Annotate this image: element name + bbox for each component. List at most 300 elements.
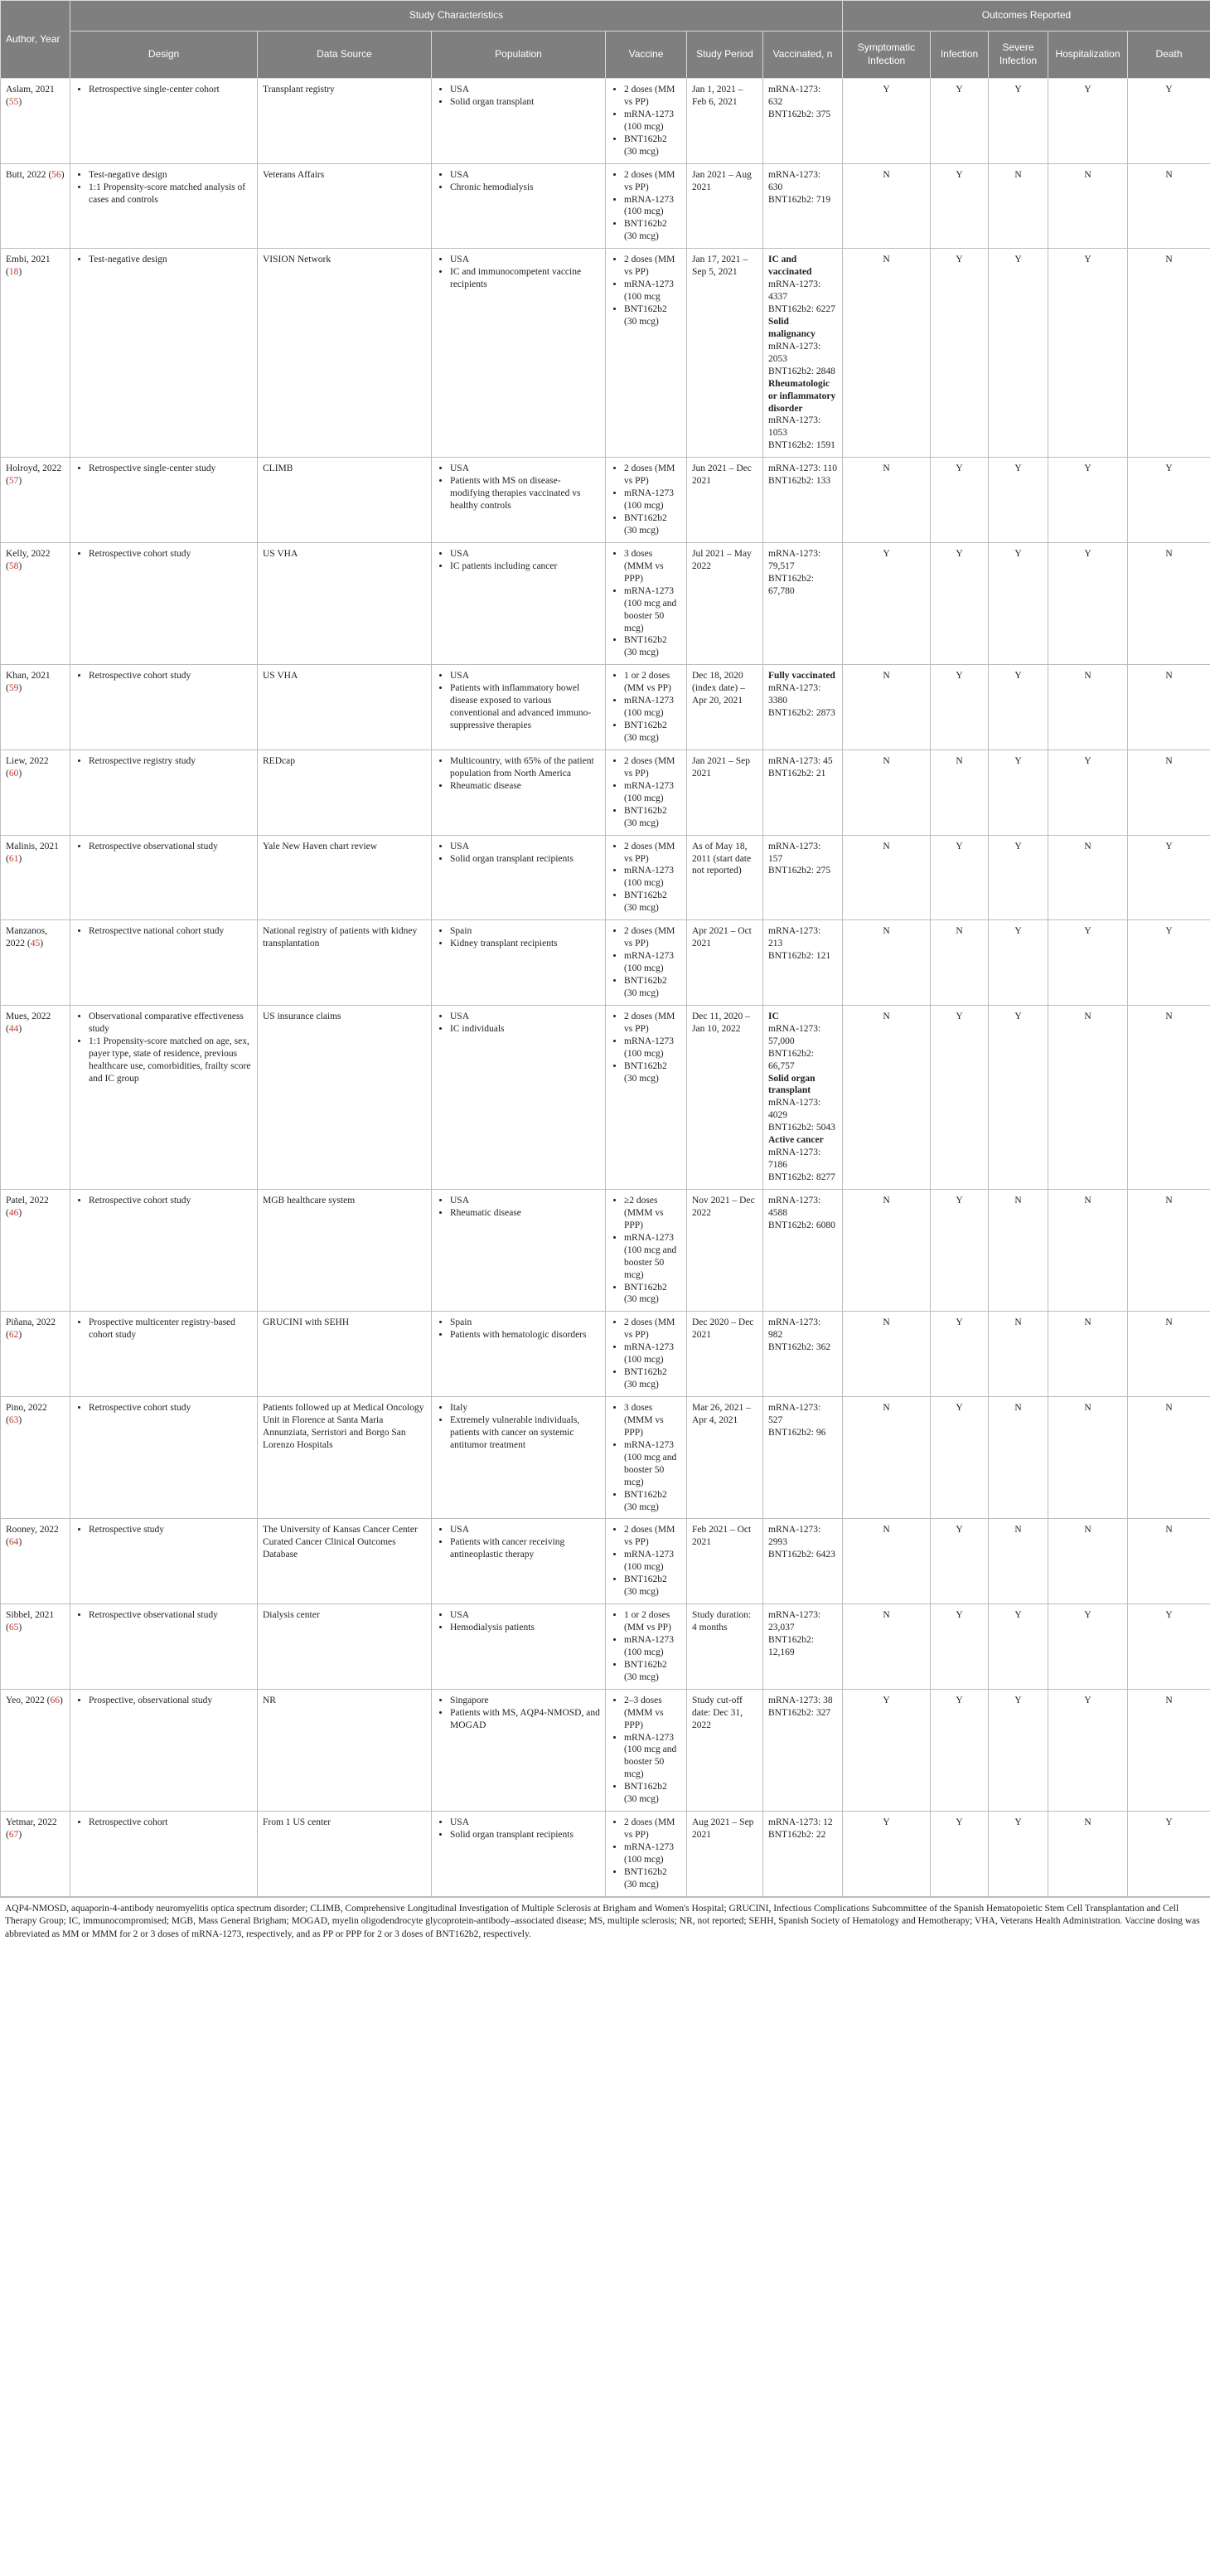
author-year-cell: Sibbel, 2021 (65) — [1, 1604, 70, 1690]
vaccine-cell — [606, 542, 687, 664]
population-item: • IC patients including cancer — [450, 560, 600, 573]
author-name: Pino, 2022 — [6, 1403, 47, 1413]
design-item-list — [75, 548, 252, 560]
vaccine-cell — [606, 1689, 687, 1811]
outcome-symptomatic-infection-cell: N — [843, 249, 931, 458]
population-item: • USA — [450, 548, 600, 560]
reference-link[interactable]: 59 — [8, 683, 19, 694]
outcome-hospitalization-cell: Y — [1048, 542, 1128, 664]
vaccine-item: • BNT162b2 (30 mcg) — [624, 1366, 681, 1391]
design-item-list — [75, 84, 252, 96]
design-cell — [70, 1397, 258, 1519]
outcome-infection-cell: Y — [931, 1189, 989, 1311]
vaccinated-count: BNT162b2: 375 — [768, 109, 831, 119]
outcome-infection-cell: Y — [931, 79, 989, 164]
outcome-severe-infection-cell: Y — [989, 542, 1048, 664]
outcome-severe-infection-cell: Y — [989, 1812, 1048, 1897]
vaccinated-n-cell — [763, 163, 843, 249]
outcome-death-cell: N — [1128, 1312, 1210, 1397]
vaccine-item: • mRNA-1273 (100 mcg) — [624, 780, 681, 805]
design-item-list — [75, 1817, 252, 1829]
design-item-list — [75, 841, 252, 853]
vaccinated-group-label: Solid organ transplant — [768, 1073, 816, 1096]
population-item: • Singapore — [450, 1695, 600, 1707]
vaccine-item-list — [611, 1011, 681, 1085]
outcome-hospitalization-cell: Y — [1048, 1604, 1128, 1690]
population-cell — [432, 542, 606, 664]
population-item-list — [437, 1011, 600, 1036]
vaccinated-count: BNT162b2: 362 — [768, 1342, 831, 1353]
population-item: • Spain — [450, 925, 600, 938]
vaccine-item-list — [611, 841, 681, 915]
vaccinated-count: mRNA-1273: 3380 — [768, 683, 821, 706]
vaccine-item-list — [611, 1695, 681, 1806]
vaccine-item: • 2 doses (MM vs PP) — [624, 1317, 681, 1341]
design-item-list — [75, 1317, 252, 1341]
population-item: • IC individuals — [450, 1023, 600, 1036]
outcome-hospitalization-cell: N — [1048, 1189, 1128, 1311]
design-item: • Prospective, observational study — [89, 1695, 252, 1707]
population-item: • Solid organ transplant recipients — [450, 1829, 600, 1841]
study-period-cell: Mar 26, 2021 – Apr 4, 2021 — [687, 1397, 763, 1519]
reference-link[interactable]: 63 — [8, 1414, 19, 1425]
vaccine-item: • 2 doses (MM vs PP) — [624, 463, 681, 488]
vaccinated-count: BNT162b2: 275 — [768, 866, 831, 876]
vaccine-item: • 3 doses (MMM vs PPP) — [624, 548, 681, 585]
vaccine-item-list — [611, 1317, 681, 1391]
design-item: • Test-negative design — [89, 169, 252, 182]
population-item: • Italy — [450, 1402, 600, 1414]
outcome-symptomatic-infection-cell: Y — [843, 79, 931, 164]
vaccinated-count: mRNA-1273: 4337 — [768, 279, 821, 303]
study-characteristics-header: Study Characteristics — [70, 1, 843, 32]
vaccine-item: • 2 doses (MM vs PP) — [624, 925, 681, 950]
outcome-severe-infection-cell: N — [989, 1312, 1048, 1397]
population-item: • Multicountry, with 65% of the patient population from North America — [450, 755, 600, 780]
reference-link[interactable]: 55 — [8, 96, 19, 107]
author-year-cell: Yetmar, 2022 (67) — [1, 1812, 70, 1897]
data-source-cell: The University of Kansas Cancer Center Curated Cancer Clinical Outcomes Database — [258, 1519, 432, 1604]
vaccinated-n-cell — [763, 835, 843, 920]
outcome-death-cell: Y — [1128, 79, 1210, 164]
outcome-infection-cell: Y — [931, 1312, 989, 1397]
vaccine-item: • BNT162b2 (30 mcg) — [624, 720, 681, 745]
design-item: • Prospective multicenter registry-based cohort study — [89, 1317, 252, 1341]
outcome-hospitalization-cell: Y — [1048, 750, 1128, 835]
design-item: • 1:1 Propensity-score matched analysis of cases and controls — [89, 182, 252, 206]
population-item: • Solid organ transplant — [450, 96, 600, 109]
population-cell — [432, 665, 606, 750]
study-period-cell: Apr 2021 – Oct 2021 — [687, 920, 763, 1006]
population-item-list — [437, 925, 600, 950]
outcome-symptomatic-infection-cell: N — [843, 458, 931, 543]
design-item-list — [75, 1195, 252, 1207]
population-item: • Rheumatic disease — [450, 1207, 600, 1220]
population-cell — [432, 79, 606, 164]
outcome-infection-cell: Y — [931, 249, 989, 458]
reference-link[interactable]: 64 — [8, 1537, 19, 1548]
data-source-cell: Patients followed up at Medical Oncology Unit in Florence at Santa Maria Annunziata, Serristori and Borgo San Lorenzo Hospitals — [258, 1397, 432, 1519]
column-header-study-period: Study Period — [687, 32, 763, 79]
vaccine-item: • BNT162b2 (30 mcg) — [624, 1866, 681, 1891]
population-cell — [432, 920, 606, 1006]
population-item: • IC and immunocompetent vaccine recipients — [450, 266, 600, 291]
data-source-cell: US insurance claims — [258, 1005, 432, 1189]
reference-link[interactable]: 58 — [8, 560, 19, 571]
vaccinated-count: mRNA-1273: 79,517 — [768, 548, 821, 571]
vaccinated-group-label: Solid malignancy — [768, 316, 816, 339]
vaccine-item: • BNT162b2 (30 mcg) — [624, 1574, 681, 1598]
outcome-severe-infection-cell: N — [989, 1189, 1048, 1311]
design-item-list — [75, 1695, 252, 1707]
vaccinated-group-label: IC and vaccinated — [768, 255, 812, 278]
outcome-severe-infection-cell: Y — [989, 79, 1048, 164]
vaccine-item: • mRNA-1273 (100 mcg — [624, 279, 681, 303]
vaccinated-count: mRNA-1273: 1053 — [768, 415, 821, 439]
outcome-infection-cell: N — [931, 750, 989, 835]
data-source-cell: From 1 US center — [258, 1812, 432, 1897]
design-item-list — [75, 925, 252, 938]
data-source-cell: NR — [258, 1689, 432, 1811]
reference-link[interactable]: 46 — [8, 1207, 19, 1218]
vaccinated-count: mRNA-1273: 213 — [768, 926, 821, 949]
vaccinated-n-cell — [763, 1689, 843, 1811]
vaccinated-n-cell — [763, 79, 843, 164]
study-period-cell: Jul 2021 – May 2022 — [687, 542, 763, 664]
reference-link[interactable]: 67 — [8, 1830, 19, 1841]
vaccine-item: • mRNA-1273 (100 mcg) — [624, 865, 681, 890]
outcome-symptomatic-infection-cell: N — [843, 1005, 931, 1189]
table-row — [1, 665, 1210, 750]
abbreviations-note: AQP4-NMOSD, aquaporin-4-antibody neuromyelitis optica spectrum disorder; CLIMB, Comprehensive Longitudinal Investigation of Multiple Sclerosis at Brigham and Women's Hospital; GRUCINI, Infectious Complications Subcommittee of the Spanish Hematopoietic Stem Cell Transplantation and Cell Therapy Group; IC, immunocompromised; MGB, Mass General Brigham; MOGAD, myelin oligodendrocyte glycoprotein-antibody–associated disease; MS, multiple sclerosis; NR, not reported; SEHH, Spanish Society of Hematology and Hemotherapy; VHA, Veterans Health Administration. — [5, 1903, 1179, 1927]
table-row — [1, 458, 1210, 543]
vaccine-cell — [606, 79, 687, 164]
vaccinated-count: mRNA-1273: 110 — [768, 463, 837, 474]
vaccine-item: • mRNA-1273 (100 mcg and booster 50 mcg) — [624, 585, 681, 635]
study-period-cell: As of May 18, 2011 (start date not reported) — [687, 835, 763, 920]
population-item-list — [437, 254, 600, 291]
author-name: Sibbel, 2021 — [6, 1610, 55, 1621]
author-name: Kelly, 2022 — [6, 548, 51, 559]
table-row — [1, 920, 1210, 1006]
design-item-list — [75, 1011, 252, 1085]
outcome-death-cell: Y — [1128, 835, 1210, 920]
outcome-death-cell: N — [1128, 750, 1210, 835]
data-source-cell: Dialysis center — [258, 1604, 432, 1690]
outcome-infection-cell: Y — [931, 542, 989, 664]
vaccinated-count: BNT162b2: 5043 — [768, 1123, 835, 1133]
design-item-list — [75, 254, 252, 266]
outcome-infection-cell: Y — [931, 1812, 989, 1897]
reference-link[interactable]: 62 — [8, 1330, 19, 1341]
design-item: • Retrospective cohort study — [89, 1195, 252, 1207]
vaccinated-count: mRNA-1273: 4588 — [768, 1195, 821, 1218]
design-cell — [70, 1005, 258, 1189]
outcome-hospitalization-cell: N — [1048, 1005, 1128, 1189]
author-year-cell: Kelly, 2022 (58) — [1, 542, 70, 664]
outcome-symptomatic-infection-cell: N — [843, 1397, 931, 1519]
vaccine-cell — [606, 1812, 687, 1897]
vaccinated-n-cell — [763, 249, 843, 458]
outcome-infection-cell: Y — [931, 1604, 989, 1690]
vaccinated-n-cell — [763, 920, 843, 1006]
vaccine-item: • BNT162b2 (30 mcg) — [624, 1282, 681, 1307]
design-cell — [70, 1189, 258, 1311]
vaccinated-count: BNT162b2: 6080 — [768, 1220, 835, 1230]
author-year-cell: Pino, 2022 (63) — [1, 1397, 70, 1519]
reference-link[interactable]: 56 — [51, 169, 61, 180]
outcome-hospitalization-cell: Y — [1048, 249, 1128, 458]
vaccine-item-list — [611, 925, 681, 1000]
outcome-infection-cell: Y — [931, 665, 989, 750]
vaccinated-n-cell — [763, 1005, 843, 1189]
design-cell — [70, 835, 258, 920]
population-cell — [432, 1689, 606, 1811]
outcome-infection-cell: Y — [931, 458, 989, 543]
table-row — [1, 1397, 1210, 1519]
outcome-hospitalization-cell: Y — [1048, 458, 1128, 543]
population-item: • USA — [450, 1609, 600, 1622]
vaccinated-count: mRNA-1273: 45 — [768, 755, 833, 766]
outcomes-reported-header: Outcomes Reported — [843, 1, 1210, 32]
vaccinated-count: mRNA-1273: 2053 — [768, 341, 821, 364]
author-year-cell: Patel, 2022 (46) — [1, 1189, 70, 1311]
population-item: • USA — [450, 841, 600, 853]
vaccinated-group-label: Rheumatologic or inflammatory disorder — [768, 378, 836, 414]
study-period-cell: Nov 2021 – Dec 2022 — [687, 1189, 763, 1311]
design-item: • 1:1 Propensity-score matched on age, sex, payer type, state of residence, previous healthcare use, comorbidities, frailty score and IC group — [89, 1036, 252, 1085]
table-row — [1, 1519, 1210, 1604]
vaccinated-count: mRNA-1273: 2993 — [768, 1525, 821, 1548]
study-period-cell: Aug 2021 – Sep 2021 — [687, 1812, 763, 1897]
outcome-symptomatic-infection-cell: N — [843, 163, 931, 249]
design-item-list — [75, 755, 252, 768]
vaccine-item-list — [611, 254, 681, 328]
vaccine-item: • mRNA-1273 (100 mcg) — [624, 950, 681, 975]
column-header-design: Design — [70, 32, 258, 79]
vaccinated-count: BNT162b2: 22 — [768, 1830, 826, 1841]
author-year-cell: Holroyd, 2022 (57) — [1, 458, 70, 543]
design-cell — [70, 1689, 258, 1811]
vaccine-item: • mRNA-1273 (100 mcg) — [624, 109, 681, 133]
data-source-cell: National registry of patients with kidney transplantation — [258, 920, 432, 1006]
population-item-list — [437, 1609, 600, 1634]
outcome-death-cell: Y — [1128, 1604, 1210, 1690]
author-name: Malinis, 2021 — [6, 841, 59, 851]
vaccinated-n-cell — [763, 458, 843, 543]
vaccine-item: • BNT162b2 (30 mcg) — [624, 890, 681, 914]
reference-link[interactable]: 18 — [8, 267, 19, 278]
author-year-cell: Manzanos, 2022 (45) — [1, 920, 70, 1006]
vaccinated-count: BNT162b2: 96 — [768, 1427, 826, 1438]
vaccine-cell — [606, 835, 687, 920]
data-source-cell: US VHA — [258, 665, 432, 750]
outcome-severe-infection-cell: Y — [989, 1005, 1048, 1189]
study-period-cell: Jan 17, 2021 – Sep 5, 2021 — [687, 249, 763, 458]
population-item: • USA — [450, 254, 600, 266]
design-item: • Retrospective cohort study — [89, 670, 252, 682]
design-cell — [70, 1312, 258, 1397]
vaccine-item-list — [611, 84, 681, 158]
author-name: Khan, 2021 — [6, 671, 51, 682]
outcome-severe-infection-cell: Y — [989, 665, 1048, 750]
data-source-cell: GRUCINI with SEHH — [258, 1312, 432, 1397]
outcome-hospitalization-cell: Y — [1048, 920, 1128, 1006]
reference-link[interactable]: 44 — [8, 1023, 19, 1034]
author-year-cell: Rooney, 2022 (64) — [1, 1519, 70, 1604]
author-name: Mues, 2022 — [6, 1011, 51, 1021]
vaccine-item: • BNT162b2 (30 mcg) — [624, 805, 681, 830]
outcome-death-cell: N — [1128, 1397, 1210, 1519]
design-cell — [70, 920, 258, 1006]
vaccinated-count: BNT162b2: 133 — [768, 476, 831, 487]
author-year-cell: Liew, 2022 (60) — [1, 750, 70, 835]
vaccine-item: • mRNA-1273 (100 mcg) — [624, 695, 681, 720]
vaccinated-n-cell — [763, 1812, 843, 1897]
outcome-hospitalization-cell: N — [1048, 163, 1128, 249]
vaccinated-group-label: Fully vaccinated — [768, 671, 835, 682]
study-period-cell: Jan 2021 – Sep 2021 — [687, 750, 763, 835]
vaccinated-count: mRNA-1273: 57,000 — [768, 1023, 821, 1046]
author-year-cell: Embi, 2021 (18) — [1, 249, 70, 458]
column-header-population: Population — [432, 32, 606, 79]
vaccine-cell — [606, 750, 687, 835]
column-header-data-source: Data Source — [258, 32, 432, 79]
vaccinated-count: mRNA-1273: 982 — [768, 1317, 821, 1341]
design-item: • Test-negative design — [89, 254, 252, 266]
author-name: Liew, 2022 — [6, 755, 49, 766]
outcome-symptomatic-infection-cell: N — [843, 835, 931, 920]
vaccine-item-list — [611, 1402, 681, 1513]
vaccine-item: • mRNA-1273 (100 mcg) — [624, 1549, 681, 1574]
population-item-list — [437, 755, 600, 793]
vaccine-item: • mRNA-1273 (100 mcg) — [624, 1341, 681, 1366]
population-cell — [432, 1189, 606, 1311]
column-header-infection: Infection — [931, 32, 989, 79]
population-item: • Spain — [450, 1317, 600, 1329]
vaccine-item-list — [611, 755, 681, 830]
population-item: • Patients with MS, AQP4-NMOSD, and MOGAD — [450, 1707, 600, 1732]
design-cell — [70, 1812, 258, 1897]
study-period-cell: Jun 2021 – Dec 2021 — [687, 458, 763, 543]
vaccinated-count: BNT162b2: 121 — [768, 951, 831, 962]
outcome-symptomatic-infection-cell: Y — [843, 1689, 931, 1811]
author-name: Holroyd, 2022 — [6, 463, 62, 474]
population-item: • USA — [450, 1817, 600, 1829]
population-cell — [432, 163, 606, 249]
column-header-severe-infection: Severe Infection — [989, 32, 1048, 79]
vaccine-cell — [606, 458, 687, 543]
design-cell — [70, 542, 258, 664]
vaccine-item: • mRNA-1273 (100 mcg) — [624, 194, 681, 219]
vaccine-cell — [606, 1519, 687, 1604]
population-item: • Solid organ transplant recipients — [450, 853, 600, 866]
vaccine-item-list — [611, 1195, 681, 1306]
design-cell — [70, 79, 258, 164]
reference-link[interactable]: 57 — [8, 476, 19, 487]
author-year-cell: Khan, 2021 (59) — [1, 665, 70, 750]
table-row — [1, 1812, 1210, 1897]
vaccine-item: • 2 doses (MM vs PP) — [624, 254, 681, 279]
vaccine-item: • 2 doses (MM vs PP) — [624, 169, 681, 194]
population-item: • Rheumatic disease — [450, 780, 600, 793]
vaccinated-count: BNT162b2: 2848 — [768, 366, 835, 376]
vaccine-item: • BNT162b2 (30 mcg) — [624, 218, 681, 243]
outcome-severe-infection-cell: N — [989, 1519, 1048, 1604]
outcome-symptomatic-infection-cell: N — [843, 1189, 931, 1311]
reference-link[interactable]: 61 — [8, 853, 19, 864]
design-cell — [70, 750, 258, 835]
vaccine-cell — [606, 1005, 687, 1189]
vaccine-item: • 1 or 2 doses (MM vs PP) — [624, 1609, 681, 1634]
outcome-severe-infection-cell: Y — [989, 835, 1048, 920]
population-cell — [432, 1312, 606, 1397]
design-cell — [70, 458, 258, 543]
vaccine-cell — [606, 163, 687, 249]
vaccinated-n-cell — [763, 665, 843, 750]
vaccine-item: • BNT162b2 (30 mcg) — [624, 512, 681, 537]
population-item-list — [437, 548, 600, 573]
outcome-hospitalization-cell: N — [1048, 1519, 1128, 1604]
reference-link[interactable]: 45 — [30, 939, 41, 949]
population-cell — [432, 458, 606, 543]
table-footnote — [0, 1897, 1210, 1948]
author-year-cell: Aslam, 2021 (55) — [1, 79, 70, 164]
author-name: Rooney, 2022 — [6, 1525, 59, 1535]
vaccine-item: • BNT162b2 (30 mcg) — [624, 975, 681, 1000]
outcome-hospitalization-cell: N — [1048, 835, 1128, 920]
vaccine-cell — [606, 920, 687, 1006]
column-header-death: Death — [1128, 32, 1210, 79]
vaccinated-count: mRNA-1273: 7186 — [768, 1147, 821, 1171]
design-item: • Retrospective single-center cohort — [89, 84, 252, 96]
population-item-list — [437, 841, 600, 866]
author-name: Yeo, 2022 — [6, 1695, 45, 1705]
reference-link[interactable]: 60 — [8, 768, 19, 779]
vaccine-item: • mRNA-1273 (100 mcg) — [624, 1634, 681, 1659]
vaccine-item: • mRNA-1273 (100 mcg) — [624, 1841, 681, 1866]
vaccinated-count: BNT162b2: 719 — [768, 194, 831, 205]
author-year-cell: Mues, 2022 (44) — [1, 1005, 70, 1189]
population-item-list — [437, 1195, 600, 1220]
data-source-cell: VISION Network — [258, 249, 432, 458]
population-item: • Chronic hemodialysis — [450, 182, 600, 194]
outcome-severe-infection-cell: Y — [989, 920, 1048, 1006]
outcome-hospitalization-cell: N — [1048, 1812, 1128, 1897]
outcome-hospitalization-cell: Y — [1048, 79, 1128, 164]
vaccinated-n-cell — [763, 750, 843, 835]
population-cell — [432, 1812, 606, 1897]
population-item-list — [437, 1524, 600, 1561]
outcome-symptomatic-infection-cell: Y — [843, 542, 931, 664]
vaccine-item: • BNT162b2 (30 mcg) — [624, 133, 681, 158]
study-period-cell: Feb 2021 – Oct 2021 — [687, 1519, 763, 1604]
vaccine-item-list — [611, 1817, 681, 1891]
design-item: • Retrospective cohort study — [89, 548, 252, 560]
author-name: Manzanos, 2022 — [6, 926, 48, 949]
reference-link[interactable]: 65 — [8, 1623, 19, 1632]
author-year-cell: Malinis, 2021 (61) — [1, 835, 70, 920]
dosing-note: Vaccine dosing was abbreviated as MM or MMM for 2 or 3 doses of mRNA-1273, respectively, and as PP or PPP for 2 or 3 doses of BNT162b2, respectively. — [5, 1916, 1200, 1939]
reference-link[interactable]: 66 — [50, 1695, 60, 1705]
vaccinated-count: mRNA-1273: 23,037 — [768, 1610, 821, 1632]
population-item: • Patients with inflammatory bowel disease exposed to various conventional and advanced immuno-suppressive therapies — [450, 682, 600, 732]
vaccinated-count: BNT162b2: 1591 — [768, 440, 835, 451]
design-item-list — [75, 1402, 252, 1414]
design-cell — [70, 249, 258, 458]
table-header — [1, 1, 1210, 79]
population-item: • Patients with hematologic disorders — [450, 1329, 600, 1341]
